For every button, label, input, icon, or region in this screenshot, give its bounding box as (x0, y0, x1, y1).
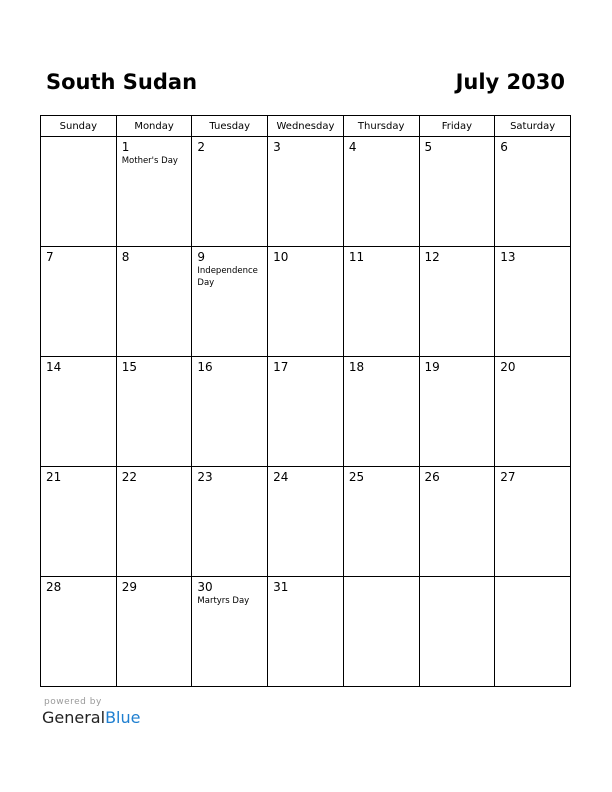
day-cell (343, 467, 419, 577)
day-cell (268, 247, 344, 357)
day-number: 4 (348, 140, 357, 154)
day-number: 10 (273, 250, 289, 264)
day-cell (495, 357, 571, 467)
weekday-header-saturday: Saturday (495, 116, 571, 137)
day-cell (419, 467, 495, 577)
day-number: 16 (197, 360, 213, 374)
day-number: 1 (121, 140, 130, 154)
day-cell (495, 137, 571, 247)
day-number: 8 (121, 250, 130, 264)
day-cell (268, 577, 344, 687)
week-row (41, 137, 571, 247)
day-number: 15 (121, 360, 137, 374)
day-cell (41, 137, 117, 247)
day-number: 31 (273, 580, 289, 594)
day-number: 12 (424, 250, 440, 264)
day-cell (419, 247, 495, 357)
day-number: 5 (424, 140, 433, 154)
month-year-title: July 2030 (455, 70, 565, 94)
holiday-label: Martyrs Day (197, 596, 250, 606)
holiday-label: Mother's Day (121, 156, 178, 166)
weekday-header-thursday: Thursday (343, 116, 419, 137)
day-number: 21 (46, 470, 62, 484)
day-number: 22 (121, 470, 137, 484)
day-cell (419, 137, 495, 247)
week-row (41, 467, 571, 577)
day-number: 29 (121, 580, 137, 594)
day-cell (343, 137, 419, 247)
day-number: 13 (500, 250, 516, 264)
powered-by-text: powered by (44, 697, 102, 707)
day-number: 27 (500, 470, 516, 484)
weekday-header-row (41, 116, 571, 137)
day-number: 24 (273, 470, 289, 484)
day-cell (343, 577, 419, 687)
day-cell (268, 137, 344, 247)
day-cell (116, 357, 192, 467)
holiday-label: Independence Day (197, 266, 258, 288)
weekday-header-tuesday: Tuesday (192, 116, 268, 137)
day-cell (192, 247, 268, 357)
weekday-header-wednesday: Wednesday (268, 116, 344, 137)
week-row (41, 357, 571, 467)
day-cell (116, 577, 192, 687)
day-number: 23 (197, 470, 213, 484)
day-cell (343, 247, 419, 357)
day-number: 17 (273, 360, 289, 374)
day-cell (116, 247, 192, 357)
country-title: South Sudan (46, 70, 198, 94)
day-cell (192, 357, 268, 467)
day-cell (41, 577, 117, 687)
weekday-header-sunday: Sunday (41, 116, 117, 137)
day-number: 19 (424, 360, 440, 374)
day-cell (192, 577, 268, 687)
day-number: 30 (197, 580, 213, 594)
day-number: 9 (197, 250, 206, 264)
day-cell (343, 357, 419, 467)
week-row (41, 577, 571, 687)
day-cell (41, 467, 117, 577)
logo-text-blue: Blue (105, 708, 141, 727)
day-cell (495, 467, 571, 577)
weekday-header-friday: Friday (419, 116, 495, 137)
calendar-grid (40, 115, 571, 687)
day-number: 7 (46, 250, 54, 264)
day-number: 18 (348, 360, 365, 374)
day-cell (192, 137, 268, 247)
weekday-header-monday: Monday (116, 116, 192, 137)
day-number: 11 (348, 250, 365, 264)
day-cell (116, 137, 192, 247)
day-number: 20 (500, 360, 516, 374)
day-cell (116, 467, 192, 577)
week-row (41, 247, 571, 357)
day-cell (419, 577, 495, 687)
day-number: 2 (197, 140, 206, 154)
generalblue-logo[interactable] (42, 708, 140, 727)
day-cell (495, 247, 571, 357)
day-cell (41, 247, 117, 357)
day-cell (268, 467, 344, 577)
day-cell (268, 357, 344, 467)
day-number: 25 (348, 470, 365, 484)
day-number: 14 (46, 360, 62, 374)
day-cell (192, 467, 268, 577)
day-number: 28 (46, 580, 62, 594)
day-cell (419, 357, 495, 467)
day-number: 26 (424, 470, 440, 484)
logo-text-general: General (42, 708, 106, 727)
day-cell (495, 577, 571, 687)
day-number: 3 (273, 140, 281, 154)
day-cell (41, 357, 117, 467)
day-number: 6 (500, 140, 508, 154)
